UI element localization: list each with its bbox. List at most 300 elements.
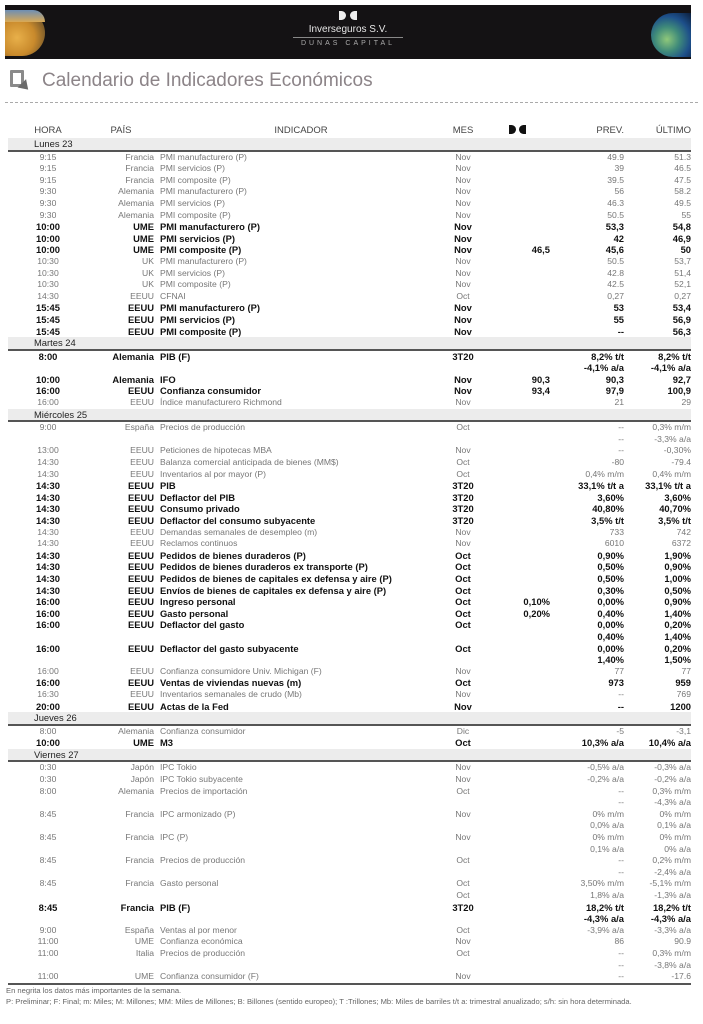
- cell-pais: Alemania: [118, 725, 154, 736]
- cell-indicador: Ventas de viviendas nuevas (m): [160, 677, 302, 689]
- cell-dc: [484, 619, 554, 631]
- cell-mes: Oct: [455, 642, 471, 654]
- cell-mes: Oct: [456, 947, 470, 958]
- cell-hora: 15:45: [36, 313, 60, 325]
- cell-ultimo: 53,7: [674, 255, 691, 266]
- cell-hora: 9:30: [39, 186, 57, 197]
- cell-dc: [484, 925, 554, 937]
- table-row: [8, 397, 691, 409]
- cell-mes: Nov: [454, 232, 472, 244]
- table-row: [8, 244, 691, 256]
- cell-indicador: [160, 362, 442, 374]
- cell-ultimo: 8,2% t/t: [658, 350, 691, 362]
- cell-mes: Oct: [455, 619, 471, 631]
- cell-hora: 9:30: [39, 209, 57, 220]
- logo-divider: [293, 37, 403, 38]
- cell-ultimo: 47.5: [674, 174, 691, 185]
- cell-prev: 49.9: [607, 151, 624, 162]
- cell-mes: Nov: [455, 163, 471, 174]
- cell-indicador: [160, 820, 442, 832]
- cell-mes: Nov: [442, 971, 484, 984]
- cell-pais: EEUU: [127, 700, 154, 712]
- cell-indicador: Confianza económica: [160, 936, 243, 947]
- cell-pais: [88, 820, 160, 832]
- cell-mes: [442, 960, 484, 972]
- table-row: [8, 774, 691, 786]
- cell-prev: 0,27: [607, 290, 624, 301]
- cell-indicador: IPC Tokio: [160, 762, 197, 773]
- cell-indicador: Índice manufacturero Richmond: [160, 397, 282, 408]
- cell-pais: UME: [133, 737, 154, 749]
- table-row: [8, 163, 691, 175]
- cell-prev: 53,3: [605, 221, 624, 233]
- table-row: [8, 268, 691, 280]
- cell-ultimo: 0,50%: [664, 584, 691, 596]
- cell-dc: [484, 855, 554, 867]
- cell-indicador: PMI composite (P): [160, 279, 231, 290]
- cell-pais: [88, 960, 160, 972]
- cell-hora: [8, 654, 88, 666]
- cell-dc: [484, 397, 554, 409]
- cell-ultimo: 46.5: [674, 163, 691, 174]
- cell-hora: 14:30: [36, 480, 60, 492]
- cell-hora: 10:00: [36, 373, 60, 385]
- cell-mes: Nov: [455, 936, 471, 947]
- cell-pais: EEUU: [127, 491, 154, 503]
- cell-prev: 40,80%: [592, 503, 624, 515]
- cell-indicador: Gasto personal: [160, 607, 229, 619]
- table-row: [8, 925, 691, 937]
- table-row: [8, 832, 691, 844]
- cell-indicador: CFNAI: [160, 290, 186, 301]
- cell-prev: 0,50%: [597, 561, 624, 573]
- cell-dc: [484, 279, 554, 291]
- cell-dc: [484, 326, 554, 338]
- cell-ultimo: -0,3% a/a: [654, 762, 691, 773]
- cell-hora: [8, 362, 88, 374]
- cell-dc: [484, 689, 554, 701]
- cell-mes: Oct: [455, 737, 471, 749]
- cell-prev: -5: [616, 725, 624, 736]
- cell-dc: [484, 350, 554, 363]
- cell-indicador: [160, 913, 442, 925]
- cell-dc: [484, 573, 554, 585]
- cell-dc: [484, 186, 554, 198]
- cell-pais: EEUU: [127, 385, 154, 397]
- cell-hora: 10:00: [36, 232, 60, 244]
- cell-indicador: [160, 890, 442, 902]
- cell-ultimo: 29: [681, 397, 691, 408]
- cell-indicador: [160, 867, 442, 879]
- cell-mes: Oct: [456, 290, 470, 301]
- cell-pais: Alemania: [118, 785, 154, 796]
- cell-ultimo: 56,3: [672, 325, 691, 337]
- cell-indicador: Inventarios semanales de crudo (Mb): [160, 688, 302, 699]
- col-prev: PREV.: [596, 124, 624, 136]
- cell-pais: [88, 434, 160, 446]
- cell-indicador: PIB: [160, 480, 176, 492]
- document-download-icon: [10, 70, 30, 92]
- cell-prev: 0,90%: [597, 549, 624, 561]
- cell-indicador: Deflactor del consumo subyacente: [160, 515, 316, 526]
- cell-prev: --: [618, 688, 624, 699]
- cell-indicador: Peticiones de hipotecas MBA: [160, 445, 272, 456]
- cell-pais: España: [124, 924, 154, 935]
- cell-prev: 0% m/m: [592, 808, 624, 819]
- cell-ultimo: 0,90%: [664, 596, 691, 608]
- table-row: [8, 421, 691, 434]
- table-row: [8, 960, 691, 972]
- cell-prev: 0,50%: [597, 572, 624, 584]
- table-row: [8, 631, 691, 643]
- cell-mes: Nov: [455, 279, 471, 290]
- cell-prev: --: [617, 325, 624, 337]
- table-row: [8, 878, 691, 890]
- table-row: [8, 550, 691, 562]
- cell-pais: Italia: [135, 947, 154, 958]
- cell-prev: 6010: [604, 538, 624, 549]
- cell-pais: Francia: [125, 832, 154, 843]
- cell-ultimo: 58.2: [674, 186, 691, 197]
- cell-ultimo: 0% a/a: [664, 843, 691, 854]
- cell-ultimo: 33,1% t/t a: [645, 480, 691, 492]
- cell-ultimo: 3,60%: [664, 491, 691, 503]
- cell-hora: 16:00: [36, 385, 60, 397]
- table-row: [8, 890, 691, 902]
- company-subtitle: DUNAS CAPITAL: [300, 40, 396, 47]
- cell-ultimo: -3,3% a/a: [654, 924, 691, 935]
- cell-indicador: IPC (P): [160, 832, 189, 843]
- cell-prev: 50.5: [607, 255, 624, 266]
- day-header: [8, 712, 691, 725]
- cell-mes: [442, 434, 484, 446]
- cell-prev: 10,3% a/a: [581, 737, 624, 749]
- cell-indicador: Precios de importación: [160, 785, 248, 796]
- cell-hora: 10:00: [36, 221, 60, 233]
- cell-ultimo: 0% m/m: [659, 832, 691, 843]
- col-pais: PAÍS: [110, 124, 132, 136]
- cell-prev: --: [618, 959, 624, 970]
- cell-prev: 46.3: [607, 197, 624, 208]
- cell-dc: [484, 291, 554, 303]
- table-row: [8, 151, 691, 164]
- table-row: [8, 585, 691, 597]
- cell-ultimo: 0,1% a/a: [657, 820, 691, 831]
- cell-indicador: IPC armonizado (P): [160, 808, 236, 819]
- cell-prev: 733: [609, 526, 624, 537]
- cell-dc: [484, 867, 554, 879]
- cell-indicador: [160, 960, 442, 972]
- day-label: Lunes 23: [8, 138, 691, 151]
- cell-dc: [484, 527, 554, 539]
- cell-ultimo: 54,8: [672, 221, 691, 233]
- table-body: [8, 138, 691, 984]
- table-row: [8, 210, 691, 222]
- cell-pais: [88, 867, 160, 879]
- cell-dc: [484, 421, 554, 434]
- cell-mes: Nov: [455, 665, 471, 676]
- cell-hora: 0:30: [39, 774, 57, 785]
- cell-pais: [88, 913, 160, 925]
- cell-pais: Francia: [125, 878, 154, 889]
- cell-prev: 0,00%: [597, 619, 624, 631]
- cell-mes: [442, 654, 484, 666]
- table-row: [8, 233, 691, 245]
- table-row: [8, 291, 691, 303]
- cell-hora: [8, 797, 88, 809]
- cell-mes: Oct: [456, 855, 470, 866]
- table-row: [8, 350, 691, 363]
- cell-hora: 13:00: [37, 445, 59, 456]
- cell-dc: 0,20%: [523, 607, 550, 619]
- cell-mes: Dic: [456, 725, 470, 736]
- table-row: [8, 326, 691, 338]
- cell-prev: 3,50% m/m: [580, 878, 624, 889]
- cell-indicador: Confianza consumidor: [160, 725, 246, 736]
- cell-mes: Oct: [456, 890, 470, 900]
- table-row: [8, 643, 691, 655]
- page-title: Calendario de Indicadores Económicos: [42, 70, 373, 91]
- cell-dc: [484, 878, 554, 890]
- cell-prev: 0,00%: [597, 642, 624, 654]
- cell-ultimo: 6372: [671, 538, 691, 549]
- cell-ultimo: -5,1% m/m: [649, 878, 691, 889]
- cell-mes: Oct: [455, 572, 471, 584]
- cell-dc: [484, 654, 554, 666]
- cell-hora: 8:45: [39, 808, 57, 819]
- cell-hora: 14:30: [37, 457, 59, 468]
- cell-dc: [484, 538, 554, 550]
- cell-mes: Nov: [455, 197, 471, 208]
- cell-mes: Oct: [455, 584, 471, 596]
- cell-dc: [484, 666, 554, 678]
- cell-hora: [8, 631, 88, 643]
- cell-indicador: PMI manufacturero (P): [160, 221, 261, 233]
- cell-dc: [484, 561, 554, 573]
- day-label: Martes 24: [8, 337, 691, 350]
- cell-pais: EEUU: [127, 503, 154, 515]
- cell-hora: 14:30: [37, 538, 59, 549]
- cell-dc: 46,5: [531, 244, 550, 256]
- cell-mes: Oct: [456, 878, 470, 889]
- cell-prev: 1,8% a/a: [590, 890, 624, 900]
- cell-dc: [484, 948, 554, 960]
- cell-hora: 16:00: [36, 677, 60, 689]
- cell-pais: EEUU: [130, 468, 154, 479]
- cell-dc: [484, 585, 554, 597]
- cell-dc: [484, 809, 554, 821]
- cell-prev: 0,4% m/m: [585, 468, 624, 479]
- cell-pais: UME: [88, 971, 160, 984]
- cell-ultimo: -3,1: [676, 725, 691, 736]
- cell-pais: España: [124, 422, 154, 433]
- day-label: Viernes 27: [8, 749, 691, 762]
- cell-indicador: M3: [160, 737, 174, 749]
- cell-ultimo: 0,2% m/m: [652, 855, 691, 866]
- cell-mes: Oct: [456, 785, 470, 796]
- cell-pais: Alemania: [118, 209, 154, 220]
- cell-pais: UME: [133, 232, 154, 244]
- cell-dc: [484, 890, 554, 902]
- cell-prev: 33,1% t/t a: [578, 480, 624, 492]
- cell-mes: 3T20: [452, 491, 474, 503]
- cell-hora: 10:30: [37, 255, 59, 266]
- cell-dc: [484, 256, 554, 268]
- cell-prev: 42.5: [607, 279, 624, 290]
- cell-dc: [484, 233, 554, 245]
- cell-pais: EEUU: [130, 397, 154, 408]
- cell-dc: [484, 457, 554, 469]
- cell-dc: [484, 302, 554, 314]
- indicators-table: [8, 122, 691, 985]
- cell-indicador: [160, 797, 442, 809]
- day-label: Jueves 26: [8, 712, 691, 725]
- cell-indicador: Consumo privado: [160, 503, 240, 515]
- cell-hora: 14:30: [36, 584, 60, 596]
- cell-mes: Oct: [455, 549, 471, 561]
- cell-hora: 9:30: [39, 197, 57, 208]
- cell-pais: EEUU: [130, 665, 154, 676]
- cell-indicador: PMI composite (P): [160, 325, 242, 337]
- cell-indicador: Demandas semanales de desempleo (m): [160, 526, 318, 537]
- cell-hora: 14:30: [37, 526, 59, 537]
- cell-prev: --: [618, 433, 624, 444]
- table-row: [8, 844, 691, 856]
- cell-ultimo: 3,5% t/t: [658, 515, 691, 526]
- cell-prev: 0,1% a/a: [590, 843, 624, 854]
- footnote-abbreviations: P: Preliminar; F: Final; m: Miles; M: Millones; MM: Miles de Millones; B: Billones (sentido europeo); T :Trillones; Mb: Miles de barriles t/t a: trimestral anualizado; s/h: sin hora determinada.: [6, 997, 632, 1006]
- cell-pais: Alemania: [118, 197, 154, 208]
- cell-dc: [484, 844, 554, 856]
- cell-pais: UK: [142, 279, 154, 290]
- table-row: [8, 855, 691, 867]
- footnotes: [6, 985, 696, 1007]
- cell-dc: [484, 737, 554, 749]
- cell-dc: [484, 677, 554, 689]
- cell-pais: [88, 844, 160, 856]
- col-dc-forecast: [484, 122, 554, 138]
- cell-prev: -0,5% a/a: [587, 762, 624, 773]
- cell-mes: Oct: [456, 924, 470, 935]
- cell-ultimo: -79.4: [671, 457, 691, 468]
- cell-hora: 14:30: [36, 491, 60, 503]
- cell-dc: [484, 761, 554, 774]
- cell-hora: 14:30: [36, 503, 60, 515]
- cell-pais: [88, 654, 160, 666]
- cell-prev: 0,00%: [597, 596, 624, 608]
- cell-hora: 16:00: [37, 665, 59, 676]
- cell-mes: [442, 867, 484, 879]
- cell-indicador: PMI composite (P): [160, 209, 231, 220]
- cell-dc: [484, 469, 554, 481]
- table-row: [8, 902, 691, 914]
- cell-mes: Nov: [454, 244, 472, 256]
- cell-dc: [484, 936, 554, 948]
- cell-prev: 8,2% t/t: [591, 350, 624, 362]
- cell-mes: Nov: [455, 255, 471, 266]
- cell-indicador: Precios de producción: [160, 855, 246, 866]
- cell-indicador: PMI manufacturero (P): [160, 186, 247, 197]
- table-row: [8, 619, 691, 631]
- cell-hora: 11:00: [37, 947, 59, 958]
- cell-prev: 56: [614, 186, 624, 197]
- cell-mes: 3T20: [452, 901, 474, 913]
- cell-prev: --: [618, 866, 624, 877]
- cell-dc: [484, 151, 554, 164]
- cell-mes: Nov: [455, 762, 471, 773]
- cell-mes: [442, 913, 484, 925]
- cell-mes: Nov: [455, 526, 471, 537]
- cell-prev: 86: [614, 936, 624, 947]
- cell-pais: EEUU: [127, 549, 154, 561]
- cell-indicador: [160, 434, 442, 446]
- day-header: [8, 337, 691, 350]
- table-row: [8, 820, 691, 832]
- cell-pais: EEUU: [127, 677, 154, 689]
- cell-dc: [484, 445, 554, 457]
- cell-ultimo: 92,7: [672, 373, 691, 385]
- cell-dc: [484, 643, 554, 655]
- cell-ultimo: 1,50%: [664, 654, 691, 666]
- cell-ultimo: 46,9: [672, 232, 691, 244]
- cell-dc: [484, 163, 554, 175]
- table-row: [8, 480, 691, 492]
- cell-mes: [442, 797, 484, 809]
- cell-pais: EEUU: [127, 584, 154, 596]
- cell-ultimo: -2,4% a/a: [654, 866, 691, 877]
- cell-dc: [484, 774, 554, 786]
- cell-hora: [8, 434, 88, 446]
- table-row: [8, 538, 691, 550]
- cell-indicador: Deflactor del gasto subyacente: [160, 642, 299, 654]
- cell-ultimo: 50: [680, 244, 691, 256]
- cell-prev: --: [617, 700, 624, 712]
- cell-dc: [484, 832, 554, 844]
- cell-hora: 10:30: [37, 279, 59, 290]
- day-header: [8, 749, 691, 762]
- cell-ultimo: 769: [676, 688, 691, 699]
- table-row: [8, 867, 691, 879]
- cell-prev: --: [618, 445, 624, 456]
- cell-mes: Nov: [455, 445, 471, 456]
- cell-hora: 15:45: [36, 325, 60, 337]
- cell-mes: 3T20: [452, 480, 474, 492]
- cell-ultimo: 1,00%: [664, 572, 691, 584]
- header-banner: [5, 5, 691, 59]
- cell-dc: [484, 268, 554, 280]
- cell-hora: 11:00: [8, 971, 88, 984]
- cell-indicador: Balanza comercial anticipada de bienes (MM$): [160, 457, 339, 468]
- cell-indicador: PIB (F): [160, 901, 191, 913]
- table-row: [8, 515, 691, 527]
- cell-ultimo: 90.9: [674, 936, 691, 947]
- cell-indicador: PMI manufacturero (P): [160, 302, 261, 314]
- cell-prev: 0,40%: [597, 607, 624, 619]
- cell-pais: [88, 797, 160, 809]
- table-row: [8, 445, 691, 457]
- cell-pais: EEUU: [130, 445, 154, 456]
- table-row: [8, 666, 691, 678]
- table-header-row: [8, 122, 691, 138]
- cell-indicador: Actas de la Fed: [160, 700, 229, 712]
- table-row: [8, 175, 691, 187]
- cell-hora: 0:30: [39, 762, 57, 773]
- cell-hora: 16:00: [36, 596, 60, 608]
- cell-indicador: Reclamos continuos: [160, 538, 238, 549]
- cell-ultimo: -4,1% a/a: [650, 362, 691, 374]
- cell-hora: 20:00: [36, 700, 60, 712]
- table-row: [8, 573, 691, 585]
